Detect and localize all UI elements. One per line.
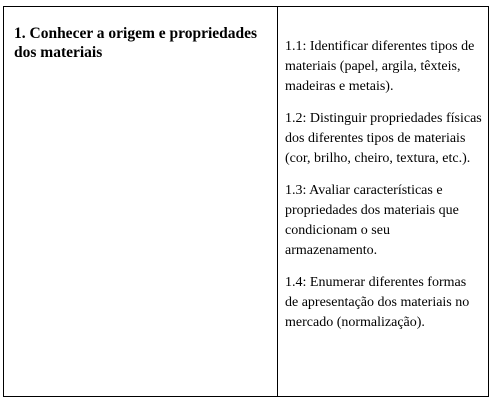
objective-1-3: 1.3: Avaliar características e propriedades dos materiais que condicionam o seu armazenamento. (285, 183, 459, 258)
objective-1-1: 1.1: Identificar diferentes tipos de materiais (papel, argila, têxteis, madeiras e metais). (285, 39, 475, 94)
goal-title: 1. Conhecer a origem e propriedades dos materiais (14, 25, 258, 61)
objective-1-4: 1.4: Enumerar diferentes formas de apresentação dos materiais no mercado (normalização). (285, 275, 470, 330)
objectives-cell (278, 7, 488, 396)
objective-1-2: 1.2: Distinguir propriedades físicas dos diferentes tipos de materiais (cor, brilho, cheiro, textura, etc.). (285, 111, 482, 166)
objectives-table (3, 6, 489, 397)
goal-cell (4, 7, 278, 396)
